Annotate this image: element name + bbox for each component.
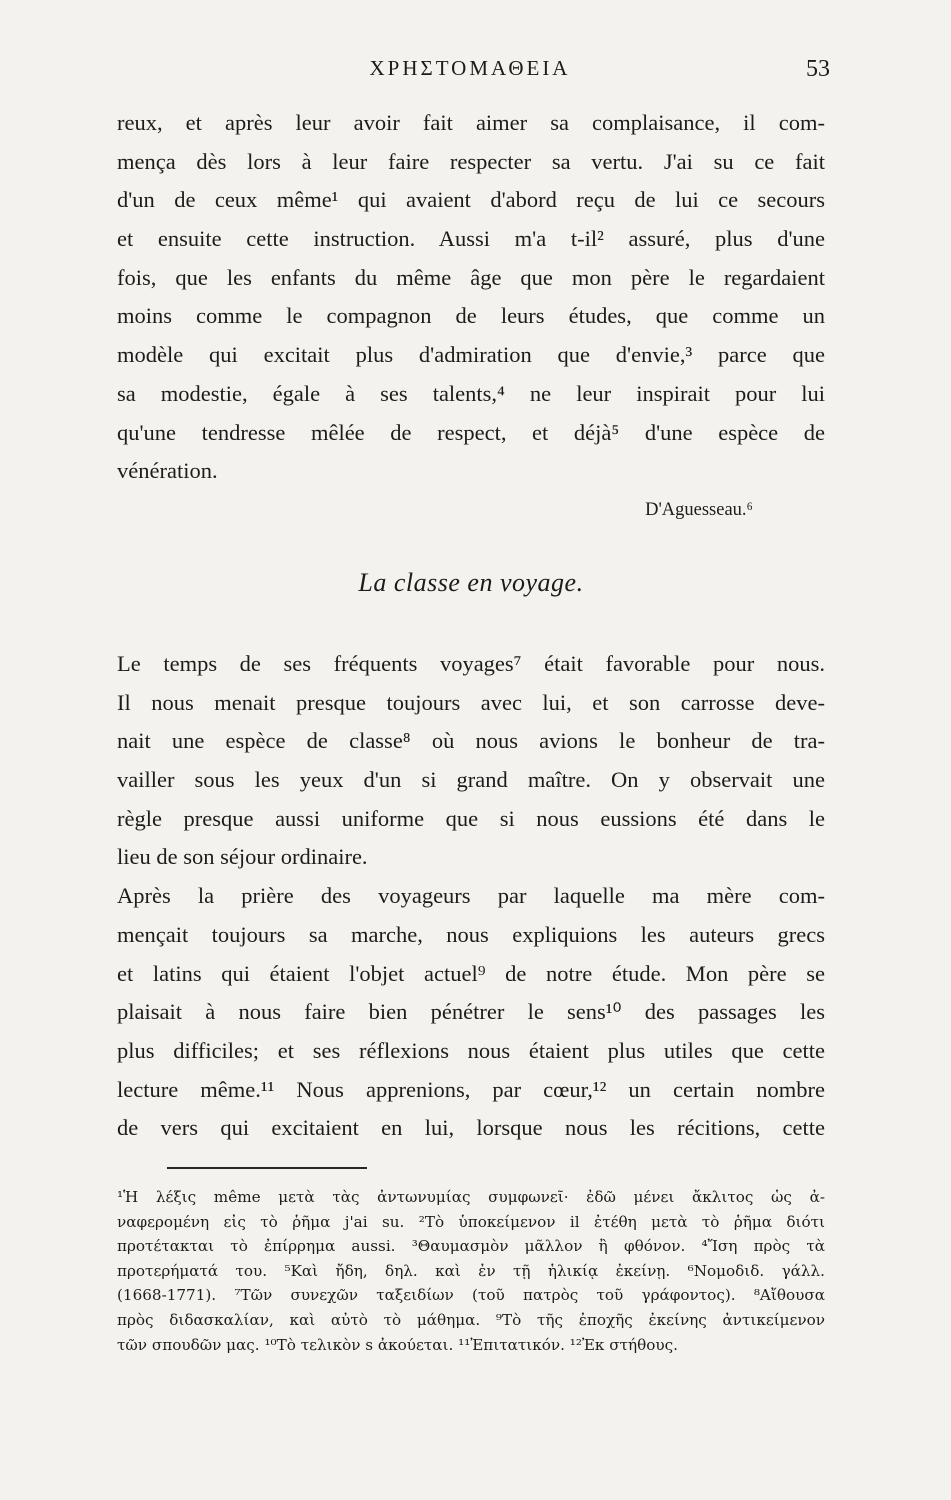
footnote-rule: [167, 1167, 367, 1169]
running-title: ΧΡΗΣΤΟΜΑΘΕΙΑ: [369, 56, 571, 80]
text-line: d'un de ceux même¹ qui avaient d'abord reçu de lui ce secours: [117, 187, 825, 213]
footnote-line: (1668-1771). ⁷Τῶν συνεχῶν ταξειδίων (τοῦ πατρὸς τοῦ γράφοντος). ⁸Αἴθουσα: [117, 1286, 825, 1305]
paragraph-continuation: [117, 104, 825, 491]
author-signature: D'Aguesseau.⁶: [645, 500, 753, 520]
text-line: vénération.: [117, 458, 218, 484]
text-line: mençait toujours sa marche, nous expliquions les auteurs grecs: [117, 921, 825, 947]
text-line: reux, et après leur avoir fait aimer sa complaisance, il com-: [117, 110, 825, 135]
text-line: lieu de son séjour ordinaire.: [117, 844, 368, 870]
text-line: Après la prière des voyageurs par laquelle ma mère com-: [117, 883, 825, 909]
text-line: plaisait à nous faire bien pénétrer le sens¹⁰ des passages les: [117, 999, 825, 1025]
text-line: sa modestie, égale à ses talents,⁴ ne leur inspirait pour lui: [117, 380, 825, 406]
text-line: moins comme le compagnon de leurs études, que comme un: [117, 303, 825, 329]
text-line: de vers qui excitaient en lui, lorsque nous les récitions, cette: [117, 1115, 825, 1141]
text-line: règle presque aussi uniforme que si nous eussions été dans le: [117, 805, 825, 831]
footnotes: [117, 1185, 825, 1357]
footnote-line: πρὸς διδασκαλίαν, καὶ αὐτὸ τὸ μάθημα. ⁹Τὸ τῆς ἐποχῆς ἐκείνης ἀντικείμενον: [117, 1310, 825, 1329]
page-header: [110, 56, 830, 96]
footnote-line: τῶν σπουδῶν μας. ¹⁰Τὸ τελικὸν s ἀκούεται. ¹¹Ἐπιτατικόν. ¹²Ἐκ στήθους.: [117, 1335, 678, 1354]
paragraph: [117, 645, 825, 877]
text-line: Le temps de ses fréquents voyages⁷ était favorable pour nous.: [117, 651, 825, 676]
text-line: plus difficiles; et ses réflexions nous étaient plus utiles que cette: [117, 1037, 825, 1063]
text-line: fois, que les enfants du même âge que mon père le regardaient: [117, 264, 825, 290]
footnote-line: ¹Ἡ λέξις même μετὰ τὰς ἀντωνυμίας συμφωνεῖ· ἐδῶ μένει ἄκλιτος ὡς ἀ-: [117, 1188, 825, 1206]
text-line: nait une espèce de classe⁸ où nous avions le bonheur de tra-: [117, 728, 825, 754]
text-line: vailler sous les yeux d'un si grand maître. On y observait une: [117, 767, 825, 793]
text-line: Il nous menait presque toujours avec lui, et son carrosse deve-: [117, 689, 825, 715]
text-line: modèle qui excitait plus d'admiration que d'envie,³ parce que: [117, 342, 825, 368]
section-title: La classe en voyage.: [358, 568, 584, 597]
footnote-line: ναφερομένη εἰς τὸ ῥῆμα j'ai su. ²Τὸ ὑποκείμενον il ἐτέθη μετὰ τὸ ῥῆμα διότι: [117, 1212, 825, 1231]
footnote-line: προτέτακται τὸ ἐπίρρημα aussi. ³Θαυμασμὸν μᾶλλον ἢ φθόνον. ⁴Ἴση πρὸς τὰ: [117, 1237, 825, 1256]
paragraph: [117, 877, 825, 1148]
page-number: 53: [806, 56, 830, 82]
text-line: mença dès lors à leur faire respecter sa vertu. J'ai su ce fait: [117, 148, 825, 174]
text-line: lecture même.¹¹ Nous apprenions, par cœur,¹² un certain nombre: [117, 1076, 825, 1102]
section-body: [117, 645, 825, 1148]
text-line: et ensuite cette instruction. Aussi m'a t-il² assuré, plus d'une: [117, 226, 825, 252]
text-line: qu'une tendresse mêlée de respect, et déjà⁵ d'une espèce de: [117, 419, 825, 445]
text-line: et latins qui étaient l'objet actuel⁹ de notre étude. Mon père se: [117, 960, 825, 986]
footnote-line: προτερήματά του. ⁵Καὶ ἤδη, δηλ. καὶ ἐν τῇ ἡλικίᾳ ἐκείνῃ. ⁶Νομοδιδ. γάλλ.: [117, 1261, 825, 1280]
